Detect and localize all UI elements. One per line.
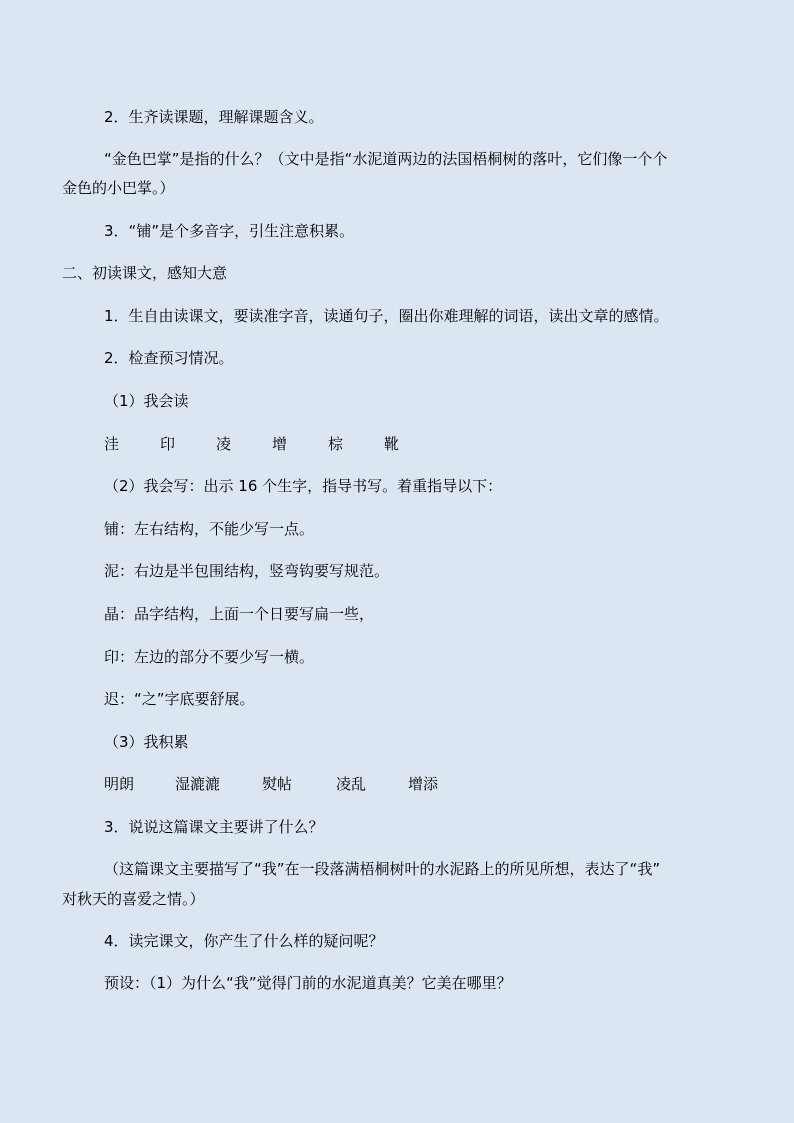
text-line: 1．生自由读课文，要读准字音，读通句子，圈出你难理解的词语，读出文章的感情。 bbox=[104, 307, 669, 325]
accumulate-word: 明朗 bbox=[104, 775, 135, 793]
text-line: 2．生齐读课题，理解课题含义。 bbox=[104, 108, 324, 126]
text-line: （1）我会读 bbox=[104, 392, 189, 410]
read-char: 棕 bbox=[328, 435, 344, 453]
text-line: 铺：左右结构，不能少写一点。 bbox=[104, 520, 315, 538]
accumulate-word: 增添 bbox=[408, 775, 439, 793]
read-char: 靴 bbox=[384, 435, 400, 453]
text-line: 2．检查预习情况。 bbox=[104, 349, 234, 367]
section-heading: 二、初读课文，感知大意 bbox=[62, 264, 228, 282]
read-char: 增 bbox=[272, 435, 288, 453]
text-line: 泥：右边是半包围结构，竖弯钩要写规范。 bbox=[104, 562, 390, 580]
text-line: 印：左边的部分不要少写一横。 bbox=[104, 648, 315, 666]
text-line: （2）我会写：出示 16 个生字，指导书写。着重指导以下： bbox=[104, 477, 503, 495]
text-line: 3．说说这篇课文主要讲了什么？ bbox=[104, 818, 324, 836]
text-line: 对秋天的喜爱之情。） bbox=[62, 890, 205, 908]
read-char: 洼 bbox=[104, 435, 120, 453]
text-line: 4．读完课文，你产生了什么样的疑问呢？ bbox=[104, 932, 384, 950]
accumulate-word: 湿漉漉 bbox=[175, 775, 221, 793]
accumulate-word: 凌乱 bbox=[336, 775, 367, 793]
text-line: “金色巴掌”是指的什么？（文中是指“水泥道两边的法国梧桐树的落叶，它们像一个个 bbox=[104, 150, 668, 168]
text-line: （这篇课文主要描写了“我”在一段落满梧桐树叶的水泥路上的所见所想，表达了“我” bbox=[104, 860, 661, 878]
read-char: 印 bbox=[160, 435, 176, 453]
text-line: 预设：（1）为什么“我”觉得门前的水泥道真美？它美在哪里？ bbox=[104, 974, 512, 992]
accumulate-word: 熨帖 bbox=[262, 775, 293, 793]
read-char: 凌 bbox=[216, 435, 232, 453]
text-line: 迟：“之”字底要舒展。 bbox=[104, 690, 255, 708]
text-line: 金色的小巴掌。） bbox=[62, 179, 175, 197]
text-line: 晶：品字结构，上面一个日要写扁一些， bbox=[104, 605, 375, 623]
text-line: 3．“铺”是个多音字，引生注意积累。 bbox=[104, 222, 355, 240]
text-line: （3）我积累 bbox=[104, 733, 189, 751]
